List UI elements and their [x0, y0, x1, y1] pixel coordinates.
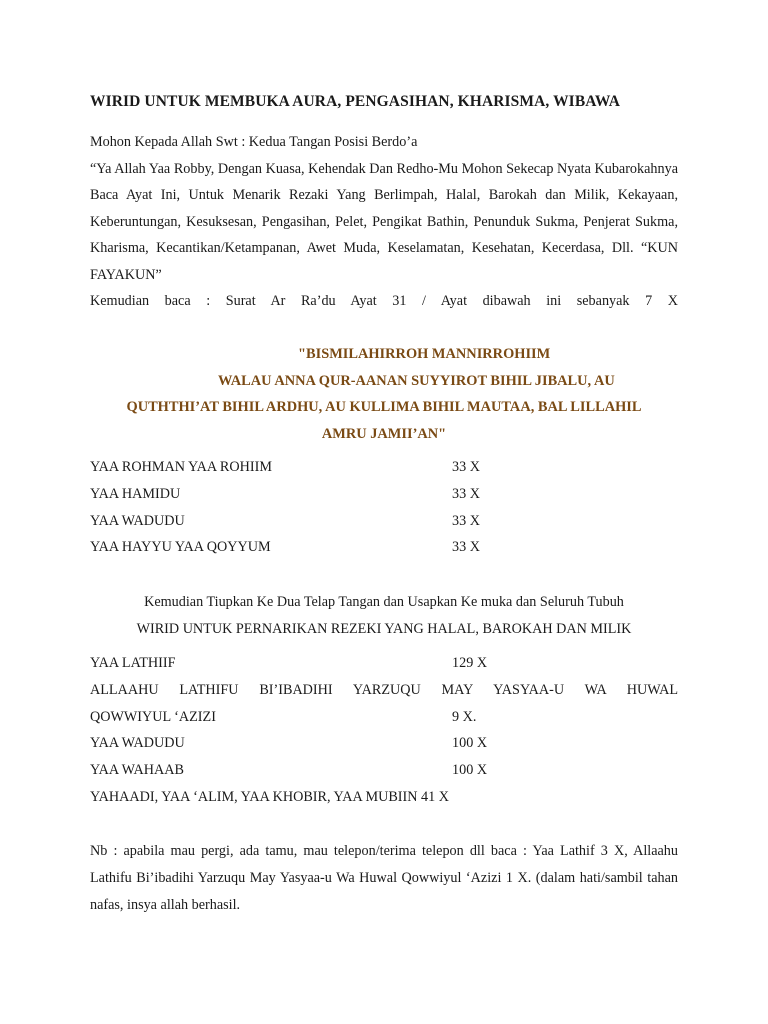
document-title: WIRID UNTUK MEMBUKA AURA, PENGASIHAN, KHARISMA, WIBAWA — [90, 93, 621, 110]
wirid-count: 33 X — [452, 512, 480, 529]
wirid-name: YAA WADUDU — [90, 735, 185, 752]
wirid-count: 100 X — [452, 762, 488, 779]
wirid-name: YAA WAHAAB — [90, 762, 184, 779]
ayat-line-1: "BISMILAHIRROH MANNIRROHIIM — [298, 346, 551, 362]
ayat-block — [90, 341, 678, 447]
wirid-count: 33 X — [452, 539, 480, 556]
instruction-center — [90, 589, 678, 642]
instruction-line: Kemudian baca : Surat Ar Ra’du Ayat 31 / Ayat dibawah ini sebanyak 7 X — [90, 293, 678, 309]
wirid-name: YAA HAYYU YAA QOYYUM — [90, 539, 271, 556]
section-subtitle: WIRID UNTUK PERNARIKAN REZEKI YANG HALAL, BAROKAH DAN MILIK — [136, 620, 632, 637]
list-item-long: ALLAAHU LATHIFU BI’IBADIHI YARZUQU MAY YASYAA-U WA HUWAL — [90, 681, 678, 698]
list-item — [90, 454, 678, 481]
after-instruction: Kemudian Tiupkan Ke Dua Telap Tangan dan Usapkan Ke muka dan Seluruh Tubuh — [144, 594, 624, 610]
wirid-count: 129 X — [452, 655, 488, 671]
wirid-name: YAA HAMIDU — [90, 485, 181, 502]
list-item — [90, 481, 678, 508]
intro-paragraph: “Ya Allah Yaa Robby, Dengan Kuasa, Kehendak Dan Redho-Mu Mohon Sekecap Nyata Kubarokahnya Baca Ayat Ini, Untuk Menarik Rezaki Yang Berlimpah, Halal, Barokah dan Milik, Kekayaan, Keberuntungan, Kesuksesan, Pengasihan, Pelet, Pengikat Bathin, Penunduk Sukma, Penjerat Sukma, Kharisma, Kecantikan/Ketampanan, Awet Muda, Keselamatan, Kesehatan, Kecerdasa, Dll. “KUN FAYAKUN” — [90, 160, 678, 283]
ayat-line-2: WALAU ANNA QUR-AANAN SUYYIROT BIHIL JIBALU, AU — [218, 372, 615, 389]
list-item-final: YAHAADI, YAA ‘ALIM, YAA KHOBIR, YAA MUBIIN 41 X — [90, 788, 450, 805]
wirid-count: 9 X. — [452, 708, 477, 725]
list-item — [90, 508, 678, 535]
wirid-list-1 — [90, 454, 678, 561]
list-item — [90, 730, 678, 757]
list-item — [90, 704, 678, 731]
intro-line: Mohon Kepada Allah Swt : Kedua Tangan Posisi Berdo’a — [90, 134, 418, 150]
ayat-line-3: QUTHTHI’AT BIHIL ARDHU, AU KULLIMA BIHIL MAUTAA, BAL LILLAHIL — [126, 399, 642, 415]
wirid-list-2 — [90, 650, 678, 811]
list-item — [90, 757, 678, 784]
list-item — [90, 534, 678, 561]
wirid-name: QOWWIYUL ‘AZIZI — [90, 708, 216, 725]
ayat-line-4: AMRU JAMII’AN" — [321, 425, 447, 442]
list-item — [90, 650, 678, 677]
intro-section — [90, 129, 678, 315]
wirid-name: YAA WADUDU — [90, 512, 185, 529]
note-paragraph: Nb : apabila mau pergi, ada tamu, mau telepon/terima telepon dll baca : Yaa Lathif 3 X, Allaahu Lathifu Bi’ibadihi Yarzuqu May Yasyaa-u Wa Huwal Qowwiyul ‘Azizi 1 X. (dalam hati/sambil tahan nafas, insya allah berhasil. — [90, 843, 678, 913]
wirid-count: 100 X — [452, 735, 488, 752]
wirid-name: YAA ROHMAN YAA ROHIIM — [90, 459, 272, 475]
wirid-count: 33 X — [452, 485, 480, 502]
wirid-name: YAA LATHIIF — [90, 655, 176, 671]
wirid-count: 33 X — [452, 459, 480, 475]
